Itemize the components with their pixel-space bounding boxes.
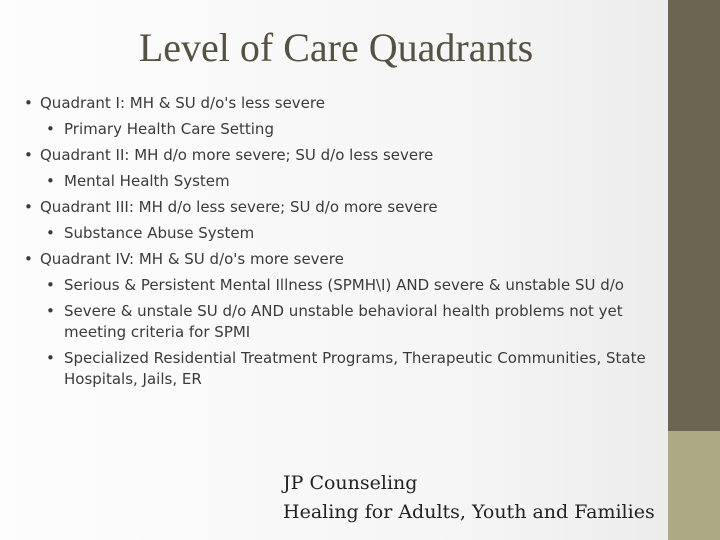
sub-bullet-quadrant-4-programs <box>24 348 654 390</box>
sidebar-decoration <box>668 0 720 431</box>
bullet-dot-icon: • <box>46 172 55 190</box>
bullet-dot-icon: • <box>46 276 55 294</box>
sub-bullet-quadrant-2-setting <box>24 171 654 192</box>
bullet-dot-icon: • <box>24 198 33 216</box>
bullet-text: Mental Health System <box>64 172 230 190</box>
bullet-text: Quadrant II: MH d/o more severe; SU d/o less severe <box>40 146 434 164</box>
bullet-quadrant-2 <box>24 145 654 166</box>
sub-bullet-quadrant-3-setting <box>24 223 654 244</box>
sub-bullet-quadrant-4-spmi <box>24 275 654 296</box>
bullet-text: Primary Health Care Setting <box>64 120 274 138</box>
bullet-text: Quadrant III: MH d/o less severe; SU d/o more severe <box>40 198 438 216</box>
footer-organization: JP Counseling <box>283 472 418 494</box>
bullet-dot-icon: • <box>46 224 55 242</box>
bullet-quadrant-3 <box>24 197 654 218</box>
sub-bullet-quadrant-1-setting <box>24 119 654 140</box>
sub-bullet-quadrant-4-unstable <box>24 301 654 343</box>
bullet-quadrant-1 <box>24 93 654 114</box>
slide-title: Level of Care Quadrants <box>138 25 534 70</box>
bullet-text: Quadrant IV: MH & SU d/o's more severe <box>40 250 344 268</box>
bullet-dot-icon: • <box>24 146 33 164</box>
bullet-text: Specialized Residential Treatment Programs, Therapeutic Communities, State Hospitals, Jails, ER <box>64 349 646 388</box>
bullet-dot-icon: • <box>24 94 33 112</box>
bullet-quadrant-4 <box>24 249 654 270</box>
bullet-text: Serious & Persistent Mental Illness (SPMH\I) AND severe & unstable SU d/o <box>64 276 624 294</box>
bullet-dot-icon: • <box>46 120 55 138</box>
bullet-text: Severe & unstale SU d/o AND unstable behavioral health problems not yet meeting criteria for SPMI <box>64 302 623 341</box>
bullet-text: Quadrant I: MH & SU d/o's less severe <box>40 94 325 112</box>
sidebar-accent-decoration <box>668 431 720 540</box>
bullet-text: Substance Abuse System <box>64 224 255 242</box>
footer-branding <box>283 469 655 527</box>
footer-tagline: Healing for Adults, Youth and Families <box>283 501 655 523</box>
bullet-dot-icon: • <box>46 302 55 320</box>
bullet-list <box>24 93 654 395</box>
bullet-dot-icon: • <box>46 349 55 367</box>
bullet-dot-icon: • <box>24 250 33 268</box>
